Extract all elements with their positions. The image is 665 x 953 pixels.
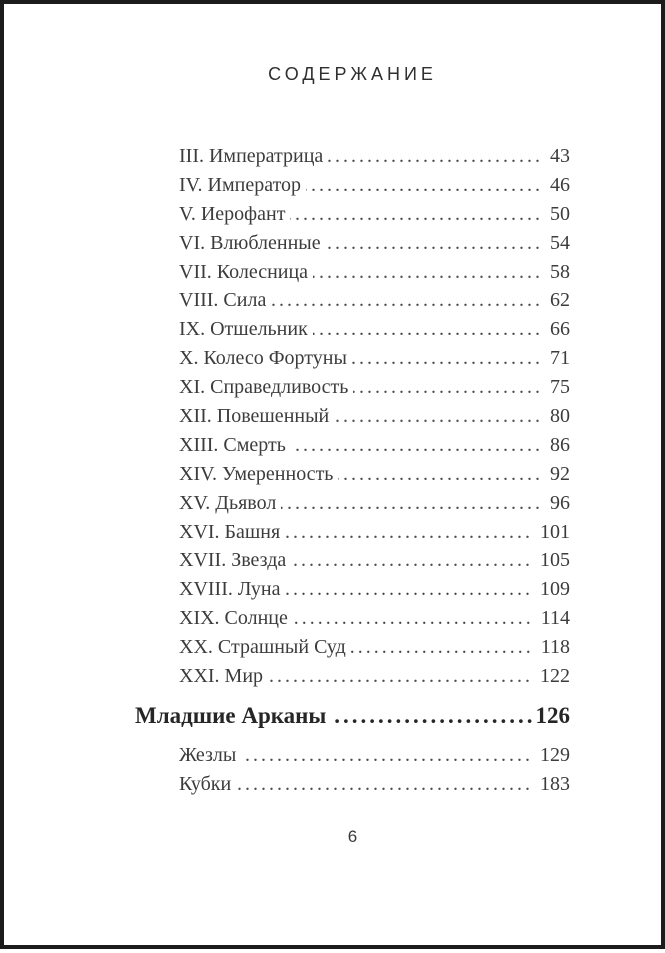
toc-entry-label: VIII. Сила bbox=[179, 289, 267, 312]
dot-leader bbox=[271, 286, 543, 315]
toc-list bbox=[135, 142, 570, 799]
page-title: СОДЕРЖАНИЕ bbox=[268, 64, 437, 84]
toc-entry-page: 96 bbox=[550, 491, 570, 514]
toc-entry-label: X. Колесо Фортуны bbox=[179, 347, 347, 370]
dot-leader bbox=[326, 229, 543, 258]
toc-item-row bbox=[135, 171, 570, 200]
toc-entry-label: IV. Император bbox=[179, 173, 302, 196]
dot-leader bbox=[313, 315, 543, 344]
toc-entry-page: 66 bbox=[550, 318, 570, 341]
toc-entry-label: XIX. Солнце bbox=[179, 607, 288, 630]
dot-leader bbox=[286, 575, 533, 604]
toc-entry-label: IX. Отшельник bbox=[179, 318, 308, 341]
dot-leader bbox=[338, 460, 543, 489]
toc-entry-page: 118 bbox=[540, 636, 570, 659]
dot-leader bbox=[334, 402, 543, 431]
toc-entry-label: Жезлы bbox=[179, 743, 237, 766]
toc-entry-page: 75 bbox=[550, 376, 570, 399]
dot-leader bbox=[268, 662, 533, 691]
dot-leader bbox=[352, 344, 543, 373]
dot-leader bbox=[351, 633, 534, 662]
toc-item-row bbox=[135, 344, 570, 373]
toc-entry-label: XVII. Звезда bbox=[179, 549, 287, 572]
toc-entry-label: XXI. Мир bbox=[179, 665, 264, 688]
toc-item-row bbox=[135, 402, 570, 431]
dot-leader bbox=[293, 604, 534, 633]
book-page bbox=[135, 4, 570, 953]
toc-item-row bbox=[135, 662, 570, 691]
toc-entry-page: 126 bbox=[535, 702, 570, 728]
toc-item-row bbox=[135, 315, 570, 344]
toc-entry-page: 71 bbox=[550, 347, 570, 370]
toc-entry-page: 86 bbox=[550, 433, 570, 456]
dot-leader bbox=[291, 431, 543, 460]
toc-item-row bbox=[135, 575, 570, 604]
toc-entry-page: 183 bbox=[540, 772, 570, 795]
toc-entry-label: V. Иерофант bbox=[179, 202, 286, 225]
toc-entry-label: VII. Колесница bbox=[179, 260, 309, 283]
dot-leader bbox=[353, 373, 543, 402]
toc-entry-page: 101 bbox=[540, 520, 570, 543]
toc-entry-page: 43 bbox=[550, 145, 570, 167]
dot-leader bbox=[332, 699, 535, 733]
toc-item-row bbox=[135, 200, 570, 229]
toc-entry-page: 80 bbox=[550, 405, 570, 428]
toc-entry-label: VI. Влюбленные bbox=[179, 231, 321, 254]
toc-item-row bbox=[135, 741, 570, 770]
toc-entry-label: XX. Страшный Суд bbox=[179, 636, 346, 659]
toc-item-row bbox=[135, 546, 570, 575]
toc-item-row bbox=[135, 258, 570, 287]
toc-entry-page: 109 bbox=[540, 578, 570, 601]
toc-entry-label: XII. Повешенный bbox=[179, 405, 330, 428]
toc-entry-label: Младшие Арканы bbox=[135, 702, 327, 728]
toc-item-row bbox=[135, 373, 570, 402]
toc-item-row bbox=[135, 229, 570, 258]
toc-item-row bbox=[135, 604, 570, 633]
toc-entry-page: 58 bbox=[550, 260, 570, 283]
dot-leader bbox=[285, 518, 533, 547]
toc-entry-page: 92 bbox=[550, 462, 570, 485]
toc-item-row bbox=[135, 460, 570, 489]
toc-entry-page: 114 bbox=[540, 607, 570, 630]
dot-leader bbox=[291, 546, 533, 575]
toc-item-row bbox=[135, 431, 570, 460]
toc-entry-label: Кубки bbox=[179, 772, 232, 795]
dot-leader bbox=[236, 770, 533, 799]
dot-leader bbox=[313, 258, 543, 287]
toc-entry-page: 54 bbox=[550, 231, 570, 254]
toc-entry-page: 105 bbox=[540, 549, 570, 572]
toc-entry-label: XVI. Башня bbox=[179, 520, 281, 543]
toc-entry-page: 122 bbox=[540, 665, 570, 688]
toc-entry-label: XIV. Умеренность bbox=[179, 462, 334, 485]
dot-leader bbox=[281, 489, 543, 518]
toc-entry-page: 50 bbox=[550, 202, 570, 225]
toc-entry-label: XI. Справедливость bbox=[179, 376, 349, 399]
toc-item-row bbox=[135, 489, 570, 518]
toc-item-row bbox=[135, 770, 570, 799]
dot-leader bbox=[328, 142, 543, 171]
toc-item-row bbox=[135, 142, 570, 171]
toc-section-row bbox=[135, 699, 570, 733]
toc-entry-label: XIII. Смерть bbox=[179, 433, 286, 456]
page-number: 6 bbox=[347, 827, 358, 846]
toc-entry-page: 62 bbox=[550, 289, 570, 312]
toc-entry-label: XVIII. Луна bbox=[179, 578, 281, 601]
toc-entry-label: III. Императрица bbox=[179, 145, 324, 167]
dot-leader bbox=[306, 171, 543, 200]
toc-item-row bbox=[135, 518, 570, 547]
toc-item-row bbox=[135, 286, 570, 315]
dot-leader bbox=[290, 200, 543, 229]
toc-item-row bbox=[135, 633, 570, 662]
dot-leader bbox=[241, 741, 533, 770]
toc-entry-label: XV. Дьявол bbox=[179, 491, 277, 514]
toc-entry-page: 129 bbox=[540, 743, 570, 766]
toc-entry-page: 46 bbox=[550, 173, 570, 196]
